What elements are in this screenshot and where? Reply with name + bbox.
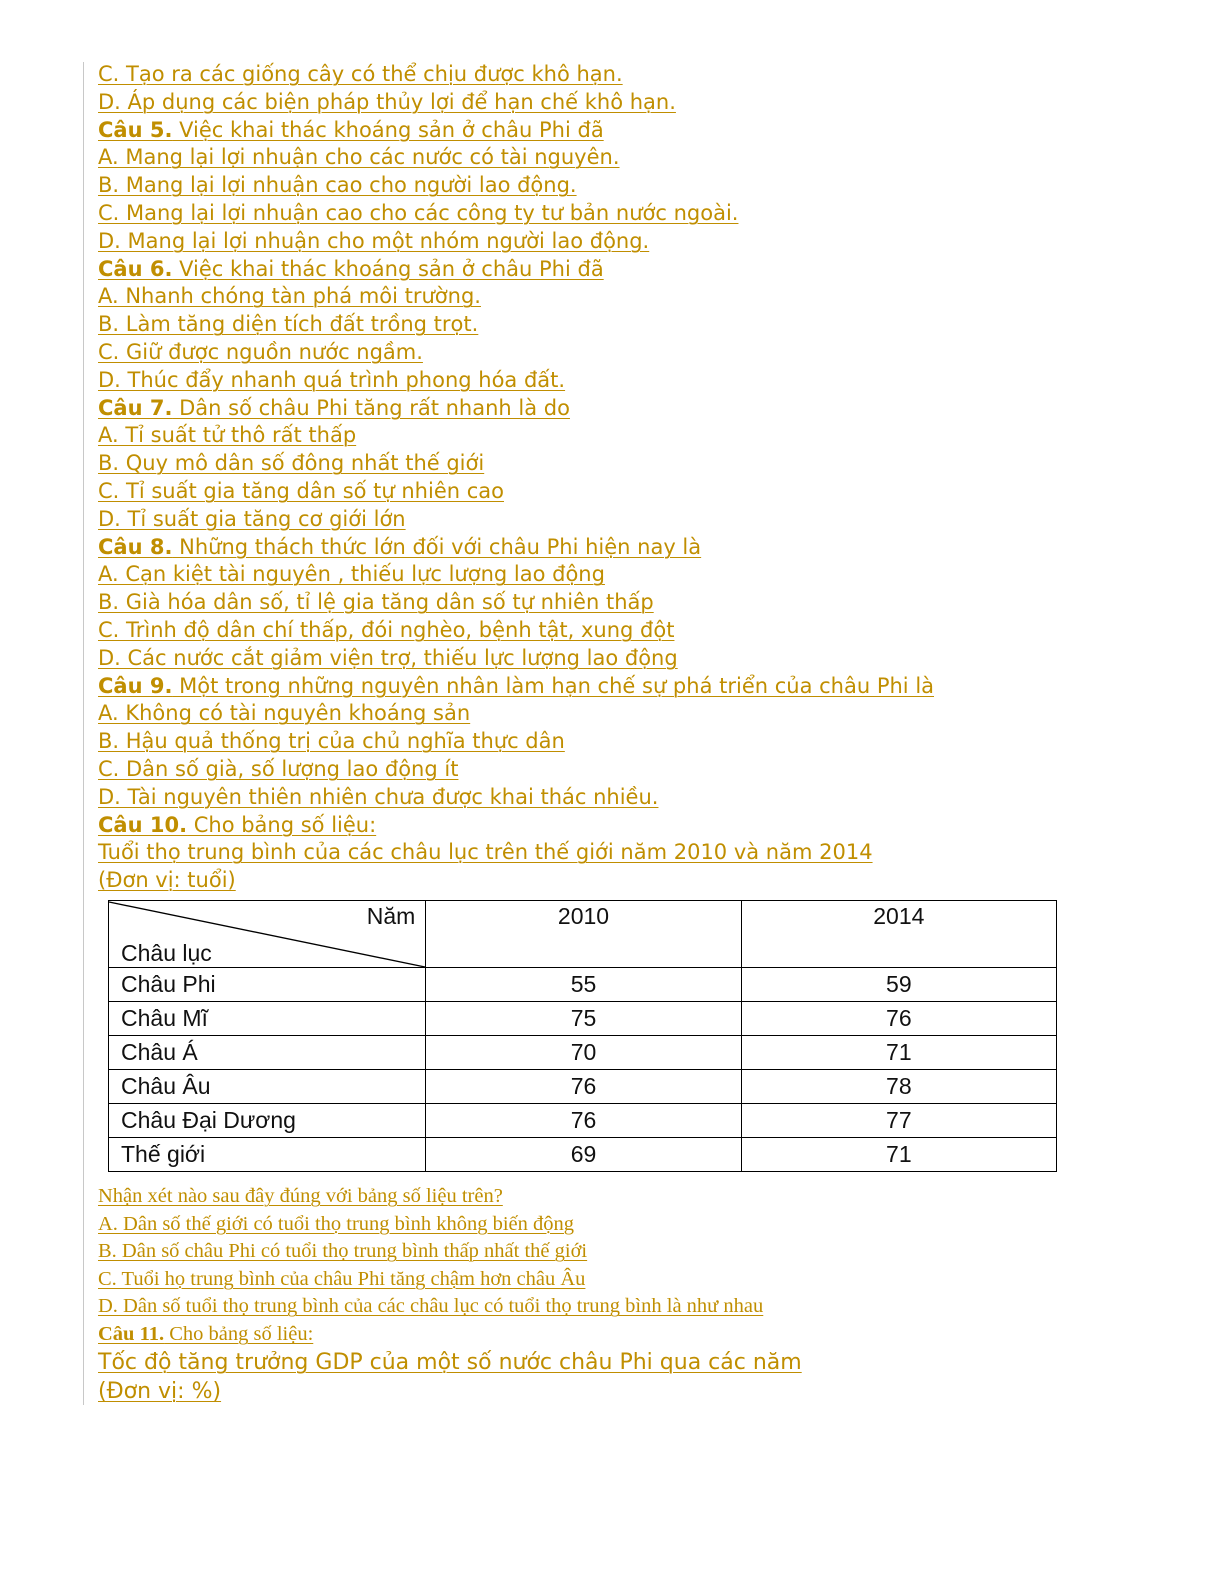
question-line[interactable] xyxy=(98,367,1178,395)
line-text: B. Già hóa dân số, tỉ lệ gia tăng dân số tự nhiên thấp xyxy=(98,590,654,615)
question-line[interactable] xyxy=(98,228,1178,256)
line-text: A. Cạn kiệt tài nguyên , thiếu lực lượng lao động xyxy=(98,562,605,587)
question-line[interactable] xyxy=(98,89,1178,117)
line-text: C. Trình độ dân chí thấp, đói nghèo, bệnh tật, xung đột xyxy=(98,617,675,642)
line-text: B. Quy mô dân số đông nhất thế giới xyxy=(98,451,485,476)
value-2014-cell: 78 xyxy=(741,1070,1056,1104)
question-number: Câu 6. xyxy=(98,256,173,281)
region-name-cell: Châu Á xyxy=(109,1036,426,1070)
line-text: (Đơn vị: %) xyxy=(98,1379,222,1404)
question-line[interactable] xyxy=(98,561,1178,589)
question-line[interactable] xyxy=(98,256,1178,284)
region-name-cell: Châu Mĩ xyxy=(109,1002,426,1036)
line-text: D. Tỉ suất gia tăng cơ giới lớn xyxy=(98,506,406,531)
question-line[interactable] xyxy=(98,506,1178,534)
header-year-label: Năm xyxy=(366,903,416,929)
answer-line[interactable] xyxy=(98,1266,763,1294)
answer-options-block xyxy=(98,1183,763,1349)
value-2010-cell: 75 xyxy=(426,1002,741,1036)
question-number: Câu 7. xyxy=(98,395,173,420)
question-line[interactable] xyxy=(98,311,1178,339)
header-year-2010: 2010 xyxy=(426,901,741,968)
line-text: C. Mang lại lợi nhuận cao cho các công ty tư bản nước ngoài. xyxy=(98,200,739,225)
question-line[interactable] xyxy=(98,339,1178,367)
answer-line[interactable] xyxy=(98,1211,763,1239)
value-2010-cell: 76 xyxy=(426,1104,741,1138)
line-text: A. Không có tài nguyên khoáng sản xyxy=(98,701,471,726)
line-text: D. Áp dụng các biện pháp thủy lợi để hạn chế khô hạn. xyxy=(98,89,676,114)
line-text: C. Tạo ra các giống cây có thể chịu được khô hạn. xyxy=(98,62,623,86)
question-number: Câu 8. xyxy=(98,534,173,559)
line-text: D. Tài nguyên thiên nhiên chưa được khai thác nhiều. xyxy=(98,784,659,809)
question-line[interactable] xyxy=(98,117,1178,145)
value-2010-cell: 69 xyxy=(426,1138,741,1172)
table-header-row xyxy=(109,901,1057,968)
header-diagonal-cell xyxy=(109,901,426,968)
question-line[interactable] xyxy=(98,700,1178,728)
question-line[interactable] xyxy=(98,395,1178,423)
line-text: D. Mang lại lợi nhuận cho một nhóm người lao động. xyxy=(98,228,650,253)
question-line[interactable] xyxy=(98,617,1178,645)
question-number: Câu 11. xyxy=(98,1322,165,1345)
region-name-cell: Châu Phi xyxy=(109,968,426,1002)
table-row xyxy=(109,1036,1057,1070)
line-text: Dân số châu Phi tăng rất nhanh là do xyxy=(172,395,570,420)
line-text: B. Hậu quả thống trị của chủ nghĩa thực dân xyxy=(98,729,565,754)
line-text: A. Nhanh chóng tàn phá môi trường. xyxy=(98,284,481,309)
question-line[interactable] xyxy=(98,784,1178,812)
question-line[interactable] xyxy=(98,812,1178,840)
question-line[interactable] xyxy=(98,756,1178,784)
value-2014-cell: 59 xyxy=(741,968,1056,1002)
question-line[interactable] xyxy=(98,283,1178,311)
region-name-cell: Châu Đại Dương xyxy=(109,1104,426,1138)
line-text: Một trong những nguyên nhân làm hạn chế sự phá triển của châu Phi là xyxy=(172,673,935,698)
next-table-title-block xyxy=(98,1348,802,1406)
margin-line xyxy=(83,62,84,1405)
line-text: C. Giữ được nguồn nước ngầm. xyxy=(98,339,423,364)
answer-line[interactable] xyxy=(98,1238,763,1266)
line-text: B. Mang lại lợi nhuận cao cho người lao động. xyxy=(98,173,577,198)
header-region-label: Châu lục xyxy=(121,940,212,966)
line-text: D. Thúc đẩy nhanh quá trình phong hóa đất. xyxy=(98,367,566,392)
question-number: Câu 9. xyxy=(98,673,173,698)
question-line[interactable] xyxy=(98,645,1178,673)
table-row xyxy=(109,1138,1057,1172)
line-text: Nhận xét nào sau đây đúng với bảng số liệu trên? xyxy=(98,1185,503,1207)
question-number: Câu 10. xyxy=(98,812,188,837)
line-text: D. Các nước cắt giảm viện trợ, thiếu lực lượng lao động xyxy=(98,645,678,670)
table-row xyxy=(109,1070,1057,1104)
question-line[interactable] xyxy=(98,534,1178,562)
question-line[interactable] xyxy=(98,478,1178,506)
line-text: B. Làm tăng diện tích đất trồng trọt. xyxy=(98,312,479,337)
question-line[interactable] xyxy=(98,839,1178,867)
region-name-cell: Thế giới xyxy=(109,1138,426,1172)
question-line[interactable] xyxy=(98,728,1178,756)
line-text: (Đơn vị: tuổi) xyxy=(98,868,236,893)
title-line[interactable] xyxy=(98,1348,802,1377)
line-text: Tuổi thọ trung bình của các châu lục trên thế giới năm 2010 và năm 2014 xyxy=(98,840,873,865)
line-text: Những thách thức lớn đối với châu Phi hiện nay là xyxy=(172,534,702,559)
question-line[interactable] xyxy=(98,450,1178,478)
question-line[interactable] xyxy=(98,422,1178,450)
table-row xyxy=(109,1104,1057,1138)
question-number: Câu 5. xyxy=(98,117,173,142)
header-year-2014: 2014 xyxy=(741,901,1056,968)
title-line[interactable] xyxy=(98,1377,802,1406)
question-line[interactable] xyxy=(98,200,1178,228)
table-row xyxy=(109,1002,1057,1036)
life-expectancy-table xyxy=(108,900,1057,1172)
line-text: C. Tuổi họ trung bình của châu Phi tăng chậm hơn châu Âu xyxy=(98,1267,586,1290)
value-2010-cell: 55 xyxy=(426,968,741,1002)
line-text: C. Dân số già, số lượng lao động ít xyxy=(98,756,459,781)
value-2014-cell: 77 xyxy=(741,1104,1056,1138)
value-2014-cell: 76 xyxy=(741,1002,1056,1036)
line-text: A. Mang lại lợi nhuận cho các nước có tài nguyên. xyxy=(98,145,620,170)
value-2010-cell: 76 xyxy=(426,1070,741,1104)
line-text: D. Dân số tuổi thọ trung bình của các châu lục có tuổi thọ trung bình là như nhau xyxy=(98,1295,764,1318)
answer-line[interactable] xyxy=(98,1321,763,1349)
line-text: A. Dân số thế giới có tuổi thọ trung bình không biến động xyxy=(98,1212,575,1235)
question-line[interactable] xyxy=(98,144,1178,172)
question-line[interactable] xyxy=(98,172,1178,200)
question-line[interactable] xyxy=(98,589,1178,617)
question-line[interactable] xyxy=(98,867,1178,895)
line-text: C. Tỉ suất gia tăng dân số tự nhiên cao xyxy=(98,478,504,503)
line-text: Cho bảng số liệu: xyxy=(164,1322,314,1345)
question-line[interactable] xyxy=(98,673,1178,701)
answer-line[interactable] xyxy=(98,1293,763,1321)
line-text: Việc khai thác khoáng sản ở châu Phi đã xyxy=(172,117,604,142)
region-name-cell: Châu Âu xyxy=(109,1070,426,1104)
value-2014-cell: 71 xyxy=(741,1138,1056,1172)
line-text: Tốc độ tăng trưởng GDP của một số nước châu Phi qua các năm xyxy=(98,1350,802,1375)
value-2010-cell: 70 xyxy=(426,1036,741,1070)
questions-block xyxy=(98,61,1178,895)
question-line[interactable] xyxy=(98,61,1178,89)
line-text: Việc khai thác khoáng sản ở châu Phi đã xyxy=(172,256,604,281)
line-text: Cho bảng số liệu: xyxy=(187,812,377,837)
answer-line[interactable] xyxy=(98,1183,763,1211)
line-text: B. Dân số châu Phi có tuổi thọ trung bình thấp nhất thế giới xyxy=(98,1240,588,1263)
table-row xyxy=(109,968,1057,1002)
value-2014-cell: 71 xyxy=(741,1036,1056,1070)
line-text: A. Tỉ suất tử thô rất thấp xyxy=(98,423,357,448)
